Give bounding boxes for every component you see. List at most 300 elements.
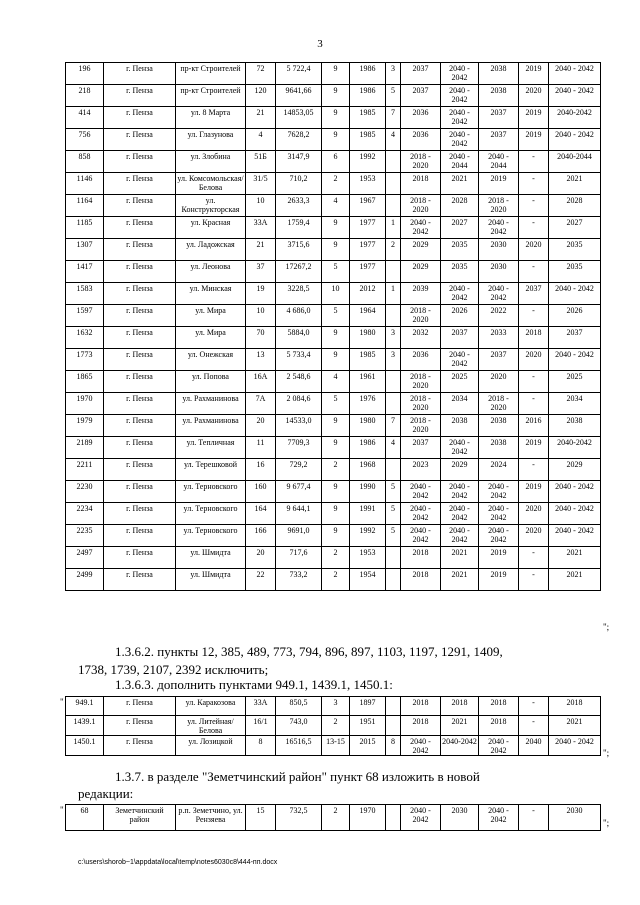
table-row	[66, 503, 601, 525]
table-cell: 2040 - 2042	[479, 217, 519, 239]
table-cell: 2030	[479, 261, 519, 283]
table-cell: 4	[386, 437, 401, 459]
table-cell: 2040 - 2042	[441, 503, 479, 525]
table-cell: ул. Шмидта	[176, 547, 246, 569]
table-cell: г. Пенза	[104, 327, 176, 349]
table-row	[66, 371, 601, 393]
table-cell: 2018	[401, 716, 441, 736]
table-cell: 2025	[441, 371, 479, 393]
table-cell: 2040 - 2042	[549, 63, 601, 85]
table-cell: 2036	[401, 107, 441, 129]
table-cell: 858	[66, 151, 104, 173]
table-cell: 1773	[66, 349, 104, 371]
table-cell: 2	[322, 547, 350, 569]
table-cell: 9	[322, 107, 350, 129]
table-cell: 2040 - 2042	[441, 85, 479, 107]
table-cell: 33А	[246, 217, 276, 239]
table-cell: -	[519, 261, 549, 283]
table-cell: 2029	[401, 239, 441, 261]
table-cell	[386, 261, 401, 283]
table-cell: 414	[66, 107, 104, 129]
table-cell: 1964	[350, 305, 386, 327]
table-cell: г. Пенза	[104, 283, 176, 305]
table-cell: 5	[386, 503, 401, 525]
table-cell: 164	[246, 503, 276, 525]
table-cell	[386, 547, 401, 569]
table-cell: 1185	[66, 217, 104, 239]
table-cell: 1597	[66, 305, 104, 327]
table-cell: 2040 - 2042	[441, 349, 479, 371]
table-row	[66, 239, 601, 261]
table-cell: 11	[246, 437, 276, 459]
table-cell: 2037	[519, 283, 549, 305]
table-cell: 10	[322, 283, 350, 305]
table-cell: 2040 - 2042	[401, 805, 441, 831]
table-cell: 1977	[350, 217, 386, 239]
table-cell: 2040 - 2042	[479, 283, 519, 305]
paragraph-1-3-7-continued: редакции:	[78, 786, 134, 801]
table-cell: 850,5	[276, 697, 322, 716]
table-cell	[386, 305, 401, 327]
table-cell: 2234	[66, 503, 104, 525]
table-cell: 2038	[549, 415, 601, 437]
table-cell: 9 677,4	[276, 481, 322, 503]
table-cell: 9	[322, 349, 350, 371]
closing-quote-mark: ";	[603, 748, 610, 758]
table-cell: 4	[322, 195, 350, 217]
table-row	[66, 283, 601, 305]
table-cell: 4	[386, 129, 401, 151]
table-cell: 2038	[441, 415, 479, 437]
table-cell: 8	[246, 736, 276, 756]
table-cell: 1986	[350, 63, 386, 85]
table-cell: -	[519, 151, 549, 173]
closing-quote-mark: ";	[603, 622, 610, 632]
table-cell	[386, 697, 401, 716]
table-cell: 9691,0	[276, 525, 322, 547]
table-row	[66, 129, 601, 151]
table-cell	[386, 151, 401, 173]
table-cell: 1985	[350, 349, 386, 371]
table-cell: 3	[386, 349, 401, 371]
table-cell: 6	[322, 151, 350, 173]
paragraph-1-3-6-2: 1.3.6.2. пункты 12, 385, 489, 773, 794, 896, 897, 1103, 1197, 1291, 1409,	[115, 644, 503, 659]
table-cell: 2	[322, 173, 350, 195]
table-cell: 2021	[549, 173, 601, 195]
table-cell: 2029	[549, 459, 601, 481]
table-cell: 7А	[246, 393, 276, 415]
paragraph-1-3-6-3: 1.3.6.3. дополнить пунктами 949.1, 1439.1, 1450.1:	[115, 677, 393, 692]
table-cell: 3	[386, 327, 401, 349]
table-cell: 1991	[350, 503, 386, 525]
paragraph-1-3-6-2-continued: 1738, 1739, 2107, 2392 исключить;	[78, 662, 269, 677]
table-cell: 1	[386, 283, 401, 305]
table-cell: 2040 - 2042	[441, 525, 479, 547]
table-cell: 5	[386, 481, 401, 503]
table-cell: ул. Терешковой	[176, 459, 246, 481]
table-cell: 2040 - 2044	[441, 151, 479, 173]
table-cell: 19	[246, 283, 276, 305]
table-cell: 1967	[350, 195, 386, 217]
table-cell: 2040 - 2042	[549, 503, 601, 525]
table-cell: г. Пенза	[104, 697, 176, 716]
table-cell: 2040 - 2042	[479, 481, 519, 503]
table-cell: г. Пенза	[104, 305, 176, 327]
table-cell: г. Пенза	[104, 107, 176, 129]
table-cell: 2	[322, 459, 350, 481]
table-cell: 1979	[66, 415, 104, 437]
table-cell: 13	[246, 349, 276, 371]
table-cell: 7628,2	[276, 129, 322, 151]
table-cell: 2035	[441, 261, 479, 283]
table-row	[66, 173, 601, 195]
table-cell: г. Пенза	[104, 261, 176, 283]
table-cell: 2034	[549, 393, 601, 415]
table-cell: 2040 - 2042	[549, 85, 601, 107]
table-cell: г. Пенза	[104, 85, 176, 107]
table-cell: 2037	[549, 327, 601, 349]
table-cell: г. Пенза	[104, 481, 176, 503]
table-cell: 2018 - 2020	[401, 151, 441, 173]
table-cell: 2019	[519, 107, 549, 129]
table-cell: 2019	[519, 129, 549, 151]
table-cell: 2499	[66, 569, 104, 591]
table-cell: 5	[386, 85, 401, 107]
table-cell: 2030	[479, 239, 519, 261]
table-cell: 2018 - 2020	[479, 195, 519, 217]
table-cell: ул. Глазунова	[176, 129, 246, 151]
table-cell: 31/5	[246, 173, 276, 195]
table-cell: 4	[246, 129, 276, 151]
table-cell: 2021	[441, 547, 479, 569]
table-row	[66, 305, 601, 327]
table-cell: ул. Лозицкой	[176, 736, 246, 756]
table-cell: 196	[66, 63, 104, 85]
table-cell: 2030	[549, 805, 601, 831]
table-row	[66, 217, 601, 239]
table-cell: 2036	[401, 129, 441, 151]
table-cell: 1980	[350, 327, 386, 349]
table-cell: 2040 - 2042	[479, 805, 519, 831]
table-cell: 2018 - 2020	[401, 415, 441, 437]
table-cell: 2020	[479, 371, 519, 393]
table-cell: ул. Злобина	[176, 151, 246, 173]
table-cell: 2018	[479, 697, 519, 716]
table-cell: 2039	[401, 283, 441, 305]
table-cell: 5 722,4	[276, 63, 322, 85]
table-cell: ул. Терновского	[176, 481, 246, 503]
table-cell: 733,2	[276, 569, 322, 591]
table-cell: 2021	[549, 569, 601, 591]
table-cell: 2028	[441, 195, 479, 217]
table-cell: 2026	[441, 305, 479, 327]
table-cell: 9	[322, 239, 350, 261]
table-cell: 1450.1	[66, 736, 104, 756]
table-cell: 2040 - 2042	[549, 525, 601, 547]
table-cell: -	[519, 195, 549, 217]
table-cell: 2038	[479, 415, 519, 437]
table-cell: 3228,5	[276, 283, 322, 305]
table-cell: г. Пенза	[104, 547, 176, 569]
table-cell: 9	[322, 63, 350, 85]
table-cell: 218	[66, 85, 104, 107]
table-cell: 1970	[66, 393, 104, 415]
table-cell: г. Пенза	[104, 415, 176, 437]
table-cell: 2021	[441, 716, 479, 736]
table-cell: 16А	[246, 371, 276, 393]
table-cell: -	[519, 173, 549, 195]
table-cell: 22	[246, 569, 276, 591]
table-cell: г. Пенза	[104, 525, 176, 547]
table-cell: 2035	[441, 239, 479, 261]
table-cell: 710,2	[276, 173, 322, 195]
housing-table	[65, 62, 601, 591]
table-cell: 2040 - 2042	[549, 129, 601, 151]
table-cell: 2040 - 2042	[441, 481, 479, 503]
table-cell: 2015	[350, 736, 386, 756]
table-cell: 2040 - 2042	[401, 736, 441, 756]
table-cell: 717,6	[276, 547, 322, 569]
table-cell: -	[519, 459, 549, 481]
table-cell: ул. Онежская	[176, 349, 246, 371]
table-cell: 2021	[441, 569, 479, 591]
table-row	[66, 481, 601, 503]
table-cell: 2 084,6	[276, 393, 322, 415]
table-cell: 729,2	[276, 459, 322, 481]
table-cell: 2	[322, 569, 350, 591]
table-cell: 13-15	[322, 736, 350, 756]
table-cell: г. Пенза	[104, 217, 176, 239]
table-cell: г. Пенза	[104, 736, 176, 756]
table-cell: -	[519, 569, 549, 591]
table-cell: 16516,5	[276, 736, 322, 756]
paragraph-1-3-7: 1.3.7. в разделе "Земетчинский район" пункт 68 изложить в новой	[115, 769, 480, 784]
table-cell: 9	[322, 481, 350, 503]
table-cell: 2040 - 2042	[479, 736, 519, 756]
table-row	[66, 327, 601, 349]
table-cell	[386, 459, 401, 481]
table-cell: 1146	[66, 173, 104, 195]
table-cell: 2018 - 2020	[479, 393, 519, 415]
table-cell: 9	[322, 217, 350, 239]
table-row	[66, 736, 601, 756]
table-cell: 2189	[66, 437, 104, 459]
table-cell: 2040 - 2042	[549, 736, 601, 756]
table-cell: 5	[322, 305, 350, 327]
table-cell	[386, 371, 401, 393]
table-cell: 2018 - 2020	[401, 371, 441, 393]
table-cell: 1759,4	[276, 217, 322, 239]
table-cell: 2032	[401, 327, 441, 349]
table-cell: -	[519, 697, 549, 716]
table-cell: 9	[322, 415, 350, 437]
table-cell: 15	[246, 805, 276, 831]
table-cell: г. Пенза	[104, 459, 176, 481]
table-cell: 2020	[519, 239, 549, 261]
table-cell: 33А	[246, 697, 276, 716]
table-cell: 1954	[350, 569, 386, 591]
table-cell: -	[519, 217, 549, 239]
table-cell: 2037	[479, 129, 519, 151]
table-cell: 1632	[66, 327, 104, 349]
table-cell	[386, 569, 401, 591]
table-cell: 14853,05	[276, 107, 322, 129]
table-row	[66, 393, 601, 415]
table-cell: 2040-2042	[441, 736, 479, 756]
table-cell: ул. Терновского	[176, 525, 246, 547]
table-cell: 1164	[66, 195, 104, 217]
table-cell: г. Пенза	[104, 129, 176, 151]
table-cell: 2037	[401, 85, 441, 107]
table-cell: 3715,6	[276, 239, 322, 261]
table-cell: 2211	[66, 459, 104, 481]
table-cell: 2022	[479, 305, 519, 327]
table-cell: р.п. Земетчино, ул. Рензяева	[176, 805, 246, 831]
table-cell: 2235	[66, 525, 104, 547]
table-cell: 4	[322, 371, 350, 393]
page-number: 3	[317, 38, 323, 50]
table-cell: -	[519, 716, 549, 736]
table-cell: 51Б	[246, 151, 276, 173]
table-cell: 1968	[350, 459, 386, 481]
table-cell: ул. Попова	[176, 371, 246, 393]
table-cell: 2040 - 2042	[441, 63, 479, 85]
table-cell: ул. Леонова	[176, 261, 246, 283]
closing-quote-mark: ";	[603, 818, 610, 828]
table-cell: 1	[386, 217, 401, 239]
table-cell: пр-кт Строителей	[176, 85, 246, 107]
table-row	[66, 459, 601, 481]
table-cell: 2018	[401, 547, 441, 569]
table-cell: 2040 - 2042	[549, 481, 601, 503]
table-cell: 120	[246, 85, 276, 107]
table-cell: 3	[322, 697, 350, 716]
table-cell: ул. 8 Марта	[176, 107, 246, 129]
table-cell: 2633,3	[276, 195, 322, 217]
table-cell: 1307	[66, 239, 104, 261]
table-cell: -	[519, 805, 549, 831]
table-cell: 1951	[350, 716, 386, 736]
table-cell: 1986	[350, 85, 386, 107]
table-cell: 2024	[479, 459, 519, 481]
new-edition-table	[65, 804, 601, 831]
table-cell: 5	[322, 393, 350, 415]
table-cell: 2018	[519, 327, 549, 349]
table-cell: 70	[246, 327, 276, 349]
table-cell: 9	[322, 525, 350, 547]
table-cell: 2021	[549, 716, 601, 736]
table-cell	[386, 716, 401, 736]
table-cell: ул. Литейная/ Белова	[176, 716, 246, 736]
table-cell: 1990	[350, 481, 386, 503]
table-cell: 2040 - 2042	[401, 503, 441, 525]
table-cell: 2040 - 2042	[401, 525, 441, 547]
table-cell	[386, 805, 401, 831]
table-row	[66, 349, 601, 371]
table-cell: 1985	[350, 129, 386, 151]
table-cell: 1976	[350, 393, 386, 415]
table-cell: ул. Минская	[176, 283, 246, 305]
table-cell: ул. Каракозова	[176, 697, 246, 716]
table-cell: 9	[322, 503, 350, 525]
table-cell: 2018	[401, 697, 441, 716]
table-cell: 2040 - 2042	[441, 437, 479, 459]
table-cell: 5884,0	[276, 327, 322, 349]
table-cell: 2026	[549, 305, 601, 327]
table-cell: г. Пенза	[104, 569, 176, 591]
table-cell: 2023	[401, 459, 441, 481]
table-cell: 2	[322, 805, 350, 831]
table-cell: 2040 - 2042	[441, 129, 479, 151]
table-cell: 1985	[350, 107, 386, 129]
table-cell	[386, 195, 401, 217]
table-cell: 14533,0	[276, 415, 322, 437]
table-cell: 2019	[479, 547, 519, 569]
table-cell: 1992	[350, 525, 386, 547]
table-cell: ул. Шмидта	[176, 569, 246, 591]
table-cell: г. Пенза	[104, 63, 176, 85]
table-cell: 2040 - 2042	[401, 217, 441, 239]
table-cell: -	[519, 393, 549, 415]
table-cell: 2040-2044	[549, 151, 601, 173]
table-cell: 160	[246, 481, 276, 503]
table-row	[66, 63, 601, 85]
table-row	[66, 569, 601, 591]
table-cell: 949.1	[66, 697, 104, 716]
file-path-footer: c:\users\shorob~1\appdata\local\temp\notes6030c8\444-пп.docx	[78, 859, 278, 866]
table-cell: 2040 - 2044	[479, 151, 519, 173]
table-cell: 9	[322, 85, 350, 107]
table-cell: ул. Конструкторская	[176, 195, 246, 217]
table-cell: 2019	[519, 63, 549, 85]
table-cell: -	[519, 371, 549, 393]
table-cell: г. Пенза	[104, 437, 176, 459]
table-cell: 10	[246, 195, 276, 217]
table-cell: 2	[322, 716, 350, 736]
table-cell: 2037	[401, 63, 441, 85]
table-cell: 2 548,6	[276, 371, 322, 393]
table-cell: г. Пенза	[104, 503, 176, 525]
table-cell: 3147,9	[276, 151, 322, 173]
table-cell: 9 644,1	[276, 503, 322, 525]
table-row	[66, 437, 601, 459]
table-cell: ул. Мира	[176, 305, 246, 327]
table-cell: 2029	[401, 261, 441, 283]
table-cell: 37	[246, 261, 276, 283]
table-cell: 2018	[479, 716, 519, 736]
table-cell: 1977	[350, 261, 386, 283]
table-row	[66, 85, 601, 107]
table-cell: г. Пенза	[104, 195, 176, 217]
table-cell: 2030	[441, 805, 479, 831]
table-cell: 2021	[441, 173, 479, 195]
table-cell: ул. Ладожская	[176, 239, 246, 261]
table-cell: 2040 - 2042	[479, 525, 519, 547]
table-cell: 2025	[549, 371, 601, 393]
table-cell: 2018	[401, 569, 441, 591]
table-cell: 2035	[549, 239, 601, 261]
table-cell: г. Пенза	[104, 716, 176, 736]
table-cell: 9	[322, 327, 350, 349]
table-row	[66, 525, 601, 547]
table-cell: 2020	[519, 349, 549, 371]
table-row	[66, 697, 601, 716]
table-cell: 2012	[350, 283, 386, 305]
table-cell: 2019	[519, 481, 549, 503]
table-cell: 2040-2042	[549, 437, 601, 459]
table-cell: 2027	[441, 217, 479, 239]
table-cell: ул. Комсомольская/ Белова	[176, 173, 246, 195]
